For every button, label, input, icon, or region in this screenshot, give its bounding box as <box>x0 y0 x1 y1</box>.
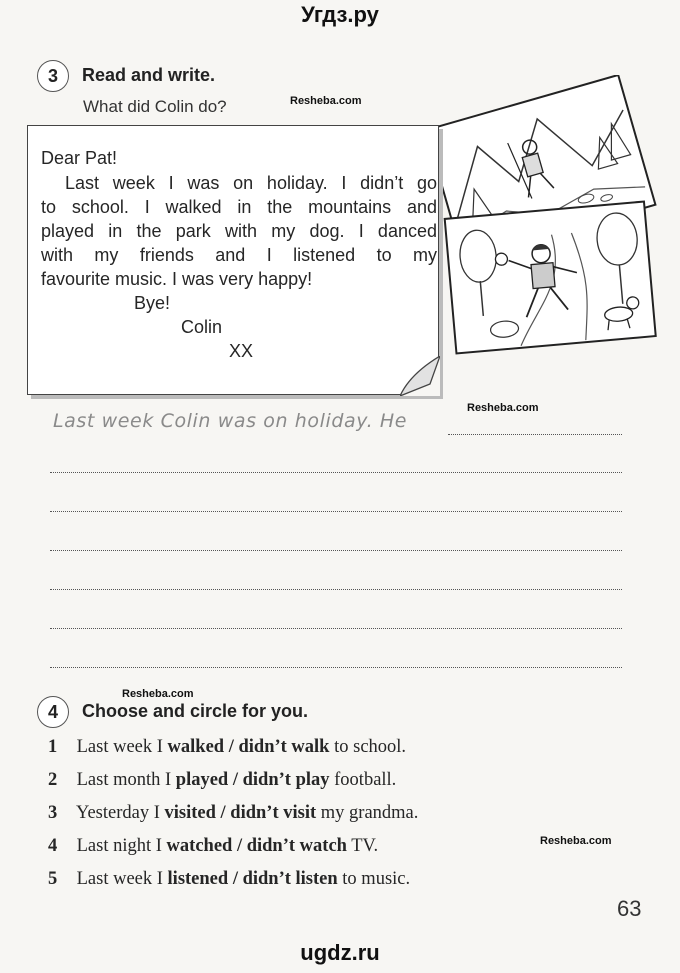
exercise-4-item-5 <box>48 869 410 890</box>
site-header: Угдз.ру <box>301 2 379 27</box>
option-negative[interactable]: didn’t watch <box>246 836 347 856</box>
item-number: 3 <box>48 803 58 823</box>
option-affirmative[interactable]: walked <box>167 737 225 757</box>
option-separator: / <box>236 836 243 856</box>
answer-line-5[interactable] <box>50 589 622 590</box>
item-pre: Yesterday I <box>75 803 160 823</box>
letter-closing: Bye! <box>134 293 171 313</box>
letter-greeting: Dear Pat! <box>41 148 118 168</box>
exercise-4-item-4 <box>48 836 378 857</box>
letter-signature: Colin <box>181 317 223 337</box>
option-affirmative[interactable]: watched <box>166 836 233 856</box>
answer-line-2[interactable] <box>50 472 622 473</box>
option-negative[interactable]: didn’t walk <box>238 737 330 757</box>
answer-line-7[interactable] <box>50 667 622 668</box>
watermark: Resheba.com <box>290 95 362 107</box>
option-negative[interactable]: didn’t listen <box>242 869 338 889</box>
page-number: 63 <box>617 896 642 921</box>
letter-line-2: to school. I walked in the mountains and <box>41 197 437 217</box>
item-number: 5 <box>48 869 58 889</box>
item-number: 4 <box>48 836 58 856</box>
option-affirmative[interactable]: visited <box>164 803 216 823</box>
answer-handwriting: Last week Colin was on holiday. He <box>53 410 408 432</box>
item-post: to music. <box>342 869 411 889</box>
letter-line-3: played in the park with my dog. I danced <box>41 221 437 241</box>
watermark: Resheba.com <box>467 402 539 414</box>
answer-line-4[interactable] <box>50 550 622 551</box>
letter-line-5: favourite music. I was very happy! <box>41 269 313 289</box>
site-footer: ugdz.ru <box>300 940 380 965</box>
option-negative[interactable]: didn’t play <box>242 770 330 790</box>
watermark: Resheba.com <box>540 835 612 847</box>
exercise-3-number: 3 <box>37 60 69 92</box>
item-post: my grandma. <box>320 803 419 823</box>
item-post: football. <box>334 770 397 790</box>
answer-line-3[interactable] <box>50 511 622 512</box>
exercise-3-title: Read and write. <box>82 65 216 85</box>
letter-kisses: XX <box>229 341 254 361</box>
option-separator: / <box>220 803 226 823</box>
item-post: to school. <box>334 737 407 757</box>
option-affirmative[interactable]: played <box>175 770 229 790</box>
item-number: 2 <box>48 770 58 790</box>
item-pre: Last night I <box>76 836 162 856</box>
item-post: TV. <box>351 836 379 856</box>
page-curl-icon <box>400 356 440 396</box>
letter-line-4: with my friends and I listened to my <box>41 245 437 265</box>
option-separator: / <box>232 770 238 790</box>
exercise-4-number: 4 <box>37 696 69 728</box>
exercise-4-item-1 <box>48 737 406 758</box>
item-pre: Last month I <box>76 770 172 790</box>
option-affirmative[interactable]: listened <box>167 869 229 889</box>
letter-line-1: Last week I was on holiday. I didn’t go <box>65 173 437 193</box>
answer-line-1[interactable] <box>448 434 622 435</box>
item-pre: Last week I <box>76 869 163 889</box>
item-number: 1 <box>48 737 58 757</box>
postcards-illustration <box>415 75 665 375</box>
watermark: Resheba.com <box>122 688 194 700</box>
option-separator: / <box>228 737 234 757</box>
item-pre: Last week I <box>76 737 163 757</box>
exercise-4-item-2 <box>48 770 396 791</box>
option-negative[interactable]: didn’t visit <box>230 803 317 823</box>
exercise-4-title: Choose and circle for you. <box>82 701 309 721</box>
option-separator: / <box>232 869 238 889</box>
exercise-3-question: What did Colin do? <box>83 97 227 116</box>
exercise-4-item-3 <box>48 803 418 824</box>
answer-line-6[interactable] <box>50 628 622 629</box>
